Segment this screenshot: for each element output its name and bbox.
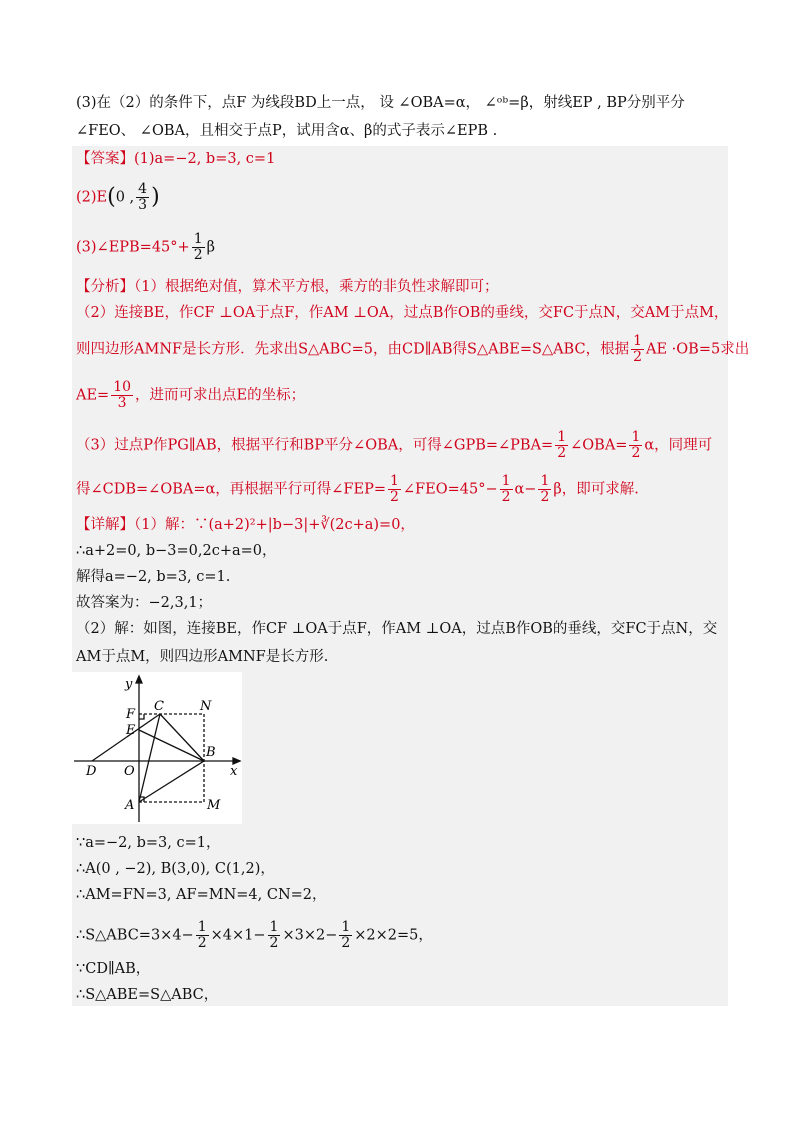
detail-line10 xyxy=(76,920,433,951)
analysis-part2c-prefix: AE= xyxy=(76,387,110,404)
numerator: 1 xyxy=(501,473,511,489)
label-a: A xyxy=(125,798,135,813)
analysis-part3a-suffix: α，同理可 xyxy=(644,437,713,454)
answer-part2-x: 0 , xyxy=(115,189,135,206)
fraction xyxy=(500,474,513,505)
detail-tag: 【详解】 xyxy=(76,517,134,533)
answer-part2-open: ( xyxy=(107,184,116,210)
detail-line3: 解得a=−2, b=3, c=1. xyxy=(76,569,231,585)
label-m: M xyxy=(207,798,221,813)
fraction xyxy=(339,920,352,951)
analysis-part3a xyxy=(76,430,712,461)
denominator: 2 xyxy=(197,935,207,951)
label-o: O xyxy=(124,764,135,779)
denominator: 2 xyxy=(269,935,279,951)
detail-line10-prefix: ∴S△ABC=3×4− xyxy=(76,927,194,944)
answer-line1 xyxy=(76,148,275,170)
analysis-part2c-suffix: ，进而可求出点E的坐标； xyxy=(135,387,306,404)
denominator: 2 xyxy=(389,489,399,505)
detail-line11: ∵CD∥AB， xyxy=(76,961,151,977)
answer-part2-close: ) xyxy=(151,184,160,210)
detail-line12: ∴S△ABE=S△ABC， xyxy=(76,987,219,1003)
analysis-part3a-prefix: （3）过点P作PG∥AB，根据平行和BP平分∠OBA，可得∠GPB=∠PBA= xyxy=(76,437,554,454)
analysis-part2b-suffix: AE ·OB=5求出 xyxy=(646,341,750,358)
fraction xyxy=(111,380,133,411)
analysis-tag: 【分析】 xyxy=(76,279,134,295)
answer-part3-prefix: (3)∠EPB=45°+ xyxy=(76,239,190,256)
denominator: 2 xyxy=(540,489,550,505)
numerator: 1 xyxy=(631,429,641,445)
denominator: 2 xyxy=(501,489,511,505)
label-f: F xyxy=(126,707,136,722)
analysis-part3b-mid1: ∠FEO=45°− xyxy=(402,481,498,498)
denominator: 2 xyxy=(193,247,203,263)
fraction xyxy=(268,920,281,951)
denominator: 2 xyxy=(557,445,567,461)
detail-line10-term3: ×2×2=5， xyxy=(354,927,433,944)
fraction xyxy=(555,430,568,461)
fraction xyxy=(631,334,644,365)
detail-text: （1）解：∵(a+2)²+|b−3|+∛(2c+a)=0， xyxy=(134,517,415,533)
analysis-part3a-mid: ∠OBA= xyxy=(570,437,628,454)
numerator: 1 xyxy=(197,919,207,935)
detail-line9: ∴AM=FN=3, AF=MN=4, CN=2， xyxy=(76,887,327,903)
coordinate-figure xyxy=(72,672,242,824)
numerator: 1 xyxy=(540,473,550,489)
detail-line10-term2: ×3×2− xyxy=(282,927,338,944)
analysis-part1: （1）根据绝对值，算术平方根，乘方的非负性求解即可； xyxy=(134,279,499,295)
analysis-part3b-suffix: β，即可求解. xyxy=(553,481,639,498)
answer-line3 xyxy=(76,232,215,263)
numerator: 10 xyxy=(113,379,132,395)
analysis-part2b xyxy=(76,334,749,365)
question-3-line2: ∠FEO、 ∠OBA，且相交于点P，试用含α、β的式子表示∠EPB . xyxy=(76,123,498,139)
answer-part3-suffix: β xyxy=(206,239,215,256)
detail-line2: ∴a+2=0, b−3=0,2c+a=0， xyxy=(76,543,277,559)
label-c: C xyxy=(154,699,164,714)
analysis-part2c xyxy=(76,380,305,411)
label-d: D xyxy=(86,764,97,779)
detail-line7: ∵a=−2, b=3, c=1， xyxy=(76,835,221,851)
fraction xyxy=(388,474,401,505)
label-e: E xyxy=(126,723,136,738)
denominator: 3 xyxy=(117,395,127,411)
detail-line8: ∴A(0 , −2), B(3,0), C(1,2)， xyxy=(76,861,275,877)
denominator: 3 xyxy=(138,197,148,213)
numerator: 1 xyxy=(269,919,279,935)
denominator: 2 xyxy=(341,935,351,951)
numerator: 1 xyxy=(193,231,203,247)
label-x: x xyxy=(230,764,238,779)
detail-line10-term1: ×4×1− xyxy=(210,927,266,944)
numerator: 1 xyxy=(633,333,643,349)
answer-part2-fraction xyxy=(136,182,149,213)
answer-line2 xyxy=(76,182,160,213)
analysis-part3b-mid2: α− xyxy=(514,481,537,498)
denominator: 2 xyxy=(633,349,643,365)
question-3-line1: (3)在（2）的条件下，点F 为线段BD上一点， 设 ∠OBA=α， ∠ᵒᵇ=β，射线EP , BP分别平分 xyxy=(76,95,685,111)
answer-tag: 【答案】 xyxy=(76,151,134,167)
label-n: N xyxy=(200,699,212,714)
analysis-part3b-prefix: 得∠CDB=∠OBA=α，再根据平行可得∠FEP= xyxy=(76,481,386,498)
answer-part2-prefix: (2)E xyxy=(76,189,108,206)
analysis-part3b xyxy=(76,474,639,505)
detail-line5: （2）解：如图，连接BE，作CF ⊥OA于点F，作AM ⊥OA，过点B作OB的垂线，交FC于点N，交 xyxy=(76,621,718,637)
detail-line1 xyxy=(76,514,415,536)
fraction xyxy=(629,430,642,461)
numerator: 4 xyxy=(138,181,148,197)
label-b: B xyxy=(206,745,216,760)
fraction xyxy=(196,920,209,951)
analysis-part2b-text: 则四边形AMNF是长方形．先求出S△ABC=5，由CD∥AB得S△ABE=S△ABC，根据 xyxy=(76,341,630,358)
analysis-line1 xyxy=(76,276,498,298)
numerator: 1 xyxy=(389,473,399,489)
analysis-part2a: （2）连接BE，作CF ⊥OA于点F，作AM ⊥OA，过点B作OB的垂线，交FC于点N，交AM于点M， xyxy=(76,305,729,321)
numerator: 1 xyxy=(557,429,567,445)
denominator: 2 xyxy=(631,445,641,461)
answer-part3-fraction xyxy=(192,232,205,263)
answer-part1: (1)a=−2, b=3, c=1 xyxy=(134,151,276,167)
fraction xyxy=(538,474,551,505)
numerator: 1 xyxy=(341,919,351,935)
detail-line4: 故答案为：−2,3,1； xyxy=(76,595,213,611)
label-y: y xyxy=(125,677,133,692)
detail-line6: AM于点M，则四边形AMNF是长方形. xyxy=(76,649,329,665)
